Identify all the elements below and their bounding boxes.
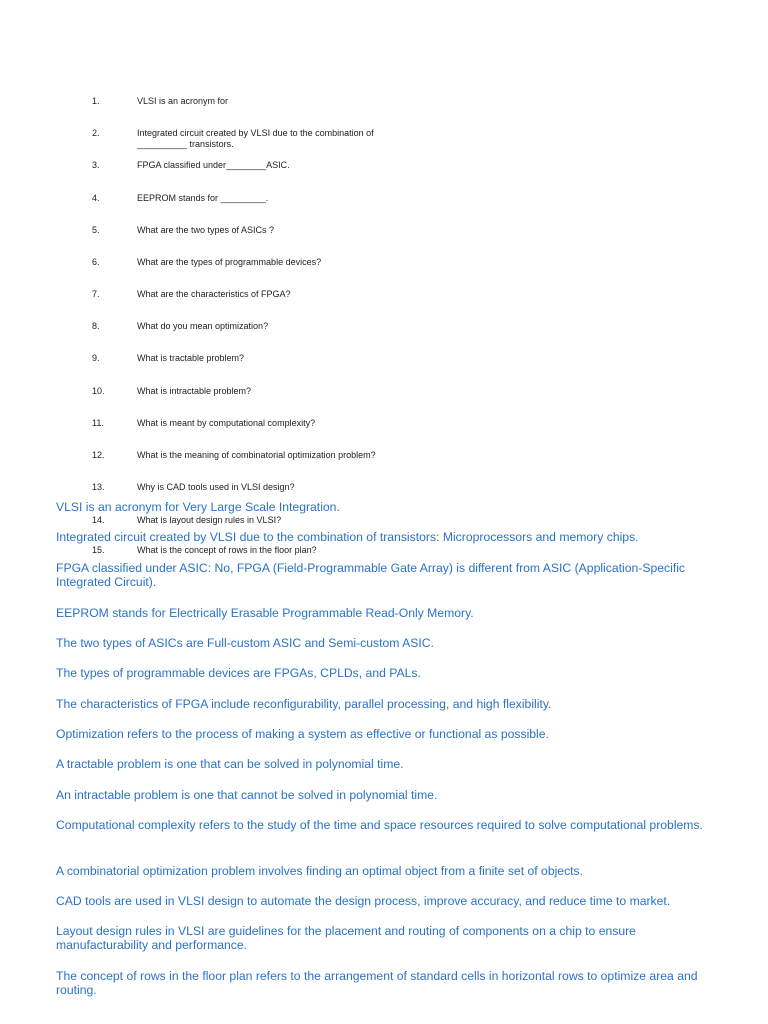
question-text: What do you mean optimization?: [137, 321, 269, 331]
question-number: 7.: [92, 289, 100, 299]
question-text-continued: __________ transistors.: [137, 139, 234, 149]
answer-paragraph: EEPROM stands for Electrically Erasable Programmable Read-Only Memory.: [56, 606, 474, 620]
question-number: 2.: [92, 128, 100, 138]
answer-paragraph: VLSI is an acronym for Very Large Scale Integration.: [56, 500, 340, 514]
question-number: 1.: [92, 96, 100, 106]
answer-paragraph: A tractable problem is one that can be solved in polynomial time.: [56, 757, 404, 771]
question-number: 5.: [92, 225, 100, 235]
question-text: VLSI is an acronym for: [137, 96, 229, 106]
question-text: What is intractable problem?: [137, 386, 252, 396]
answer-paragraph: A combinatorial optimization problem involves finding an optimal object from a finite set of objects.: [56, 864, 584, 878]
question-number: 10.: [92, 386, 105, 396]
question-number: 11.: [92, 418, 104, 428]
answer-paragraph: The types of programmable devices are FPGAs, CPLDs, and PALs.: [56, 666, 421, 680]
answer-paragraph: Computational complexity refers to the study of the time and space resources required to solve computational problems.: [56, 818, 703, 832]
question-number: 15.: [92, 545, 105, 555]
answer-paragraph: Optimization refers to the process of making a system as effective or functional as possible.: [56, 727, 549, 741]
question-number: 9.: [92, 353, 100, 363]
answer-paragraph: CAD tools are used in VLSI design to automate the design process, improve accuracy, and reduce time to market.: [56, 894, 671, 908]
question-text: EEPROM stands for _________.: [137, 193, 269, 203]
question-text: What is tractable problem?: [137, 353, 245, 363]
answer-paragraph: Layout design rules in VLSI are guidelines for the placement and routing of components on a chip to ensure manufacturability and performance.: [56, 924, 636, 952]
question-text: Integrated circuit created by VLSI due to the combination of: [137, 128, 374, 138]
answer-paragraph: Integrated circuit created by VLSI due to the combination of transistors: Microprocessors and memory chips.: [56, 530, 639, 544]
answer-paragraph: An intractable problem is one that cannot be solved in polynomial time.: [56, 788, 438, 802]
question-text: What is the meaning of combinatorial optimization problem?: [137, 450, 376, 460]
question-number: 13.: [92, 482, 105, 492]
question-number: 14.: [92, 515, 105, 525]
question-text: What are the characteristics of FPGA?: [137, 289, 291, 299]
question-number: 12.: [92, 450, 105, 460]
question-text: FPGA classified under________ASIC.: [137, 160, 290, 170]
answer-paragraph: The characteristics of FPGA include reconfigurability, parallel processing, and high flexibility.: [56, 697, 552, 711]
question-number: 4.: [92, 193, 100, 203]
question-number: 3.: [92, 160, 100, 170]
question-text: What is meant by computational complexity?: [137, 418, 316, 428]
question-text: What are the types of programmable devices?: [137, 257, 322, 267]
answer-paragraph: The two types of ASICs are Full-custom ASIC and Semi-custom ASIC.: [56, 636, 434, 650]
question-text: What are the two types of ASICs ?: [137, 225, 275, 235]
question-text: What is layout design rules in VLSI?: [137, 515, 282, 525]
answer-paragraph: FPGA classified under ASIC: No, FPGA (Field-Programmable Gate Array) is different from ASIC (Application-Specific Integrated Circuit).: [56, 561, 686, 589]
question-number: 6.: [92, 257, 100, 267]
question-number: 8.: [92, 321, 100, 331]
answer-paragraph: The concept of rows in the floor plan refers to the arrangement of standard cells in horizontal rows to optimize area and routing.: [56, 969, 698, 997]
question-text: Why is CAD tools used in VLSI design?: [137, 482, 295, 492]
question-text: What is the concept of rows in the floor plan?: [137, 545, 317, 555]
